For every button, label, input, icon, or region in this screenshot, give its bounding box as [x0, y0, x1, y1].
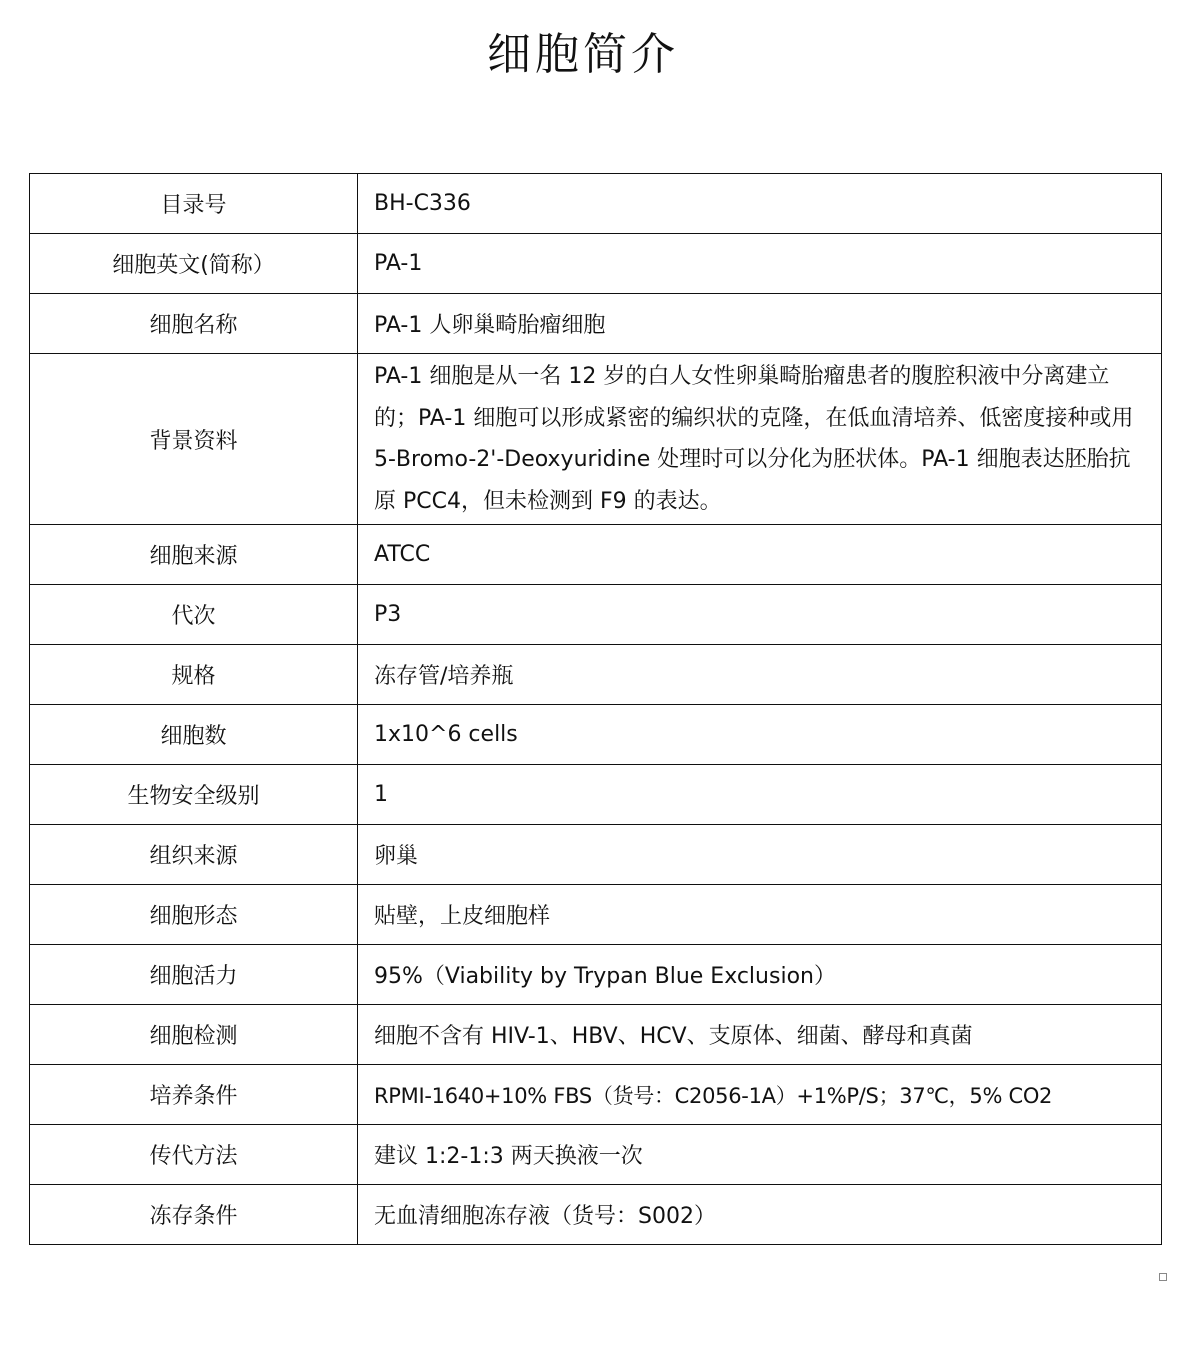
row-value: ATCC: [358, 525, 1162, 585]
row-label: 规格: [30, 645, 358, 705]
page-title: 细胞简介: [487, 29, 679, 80]
row-label: 细胞形态: [30, 885, 358, 945]
table-row-cryopreservation: [30, 1185, 1162, 1245]
row-value: 1x10^6 cells: [358, 705, 1162, 765]
table-row-specification: [30, 645, 1162, 705]
row-label: 培养条件: [30, 1065, 358, 1125]
row-value: PA-1 人卵巢畸胎瘤细胞: [358, 294, 1162, 354]
table-row-subculture: [30, 1125, 1162, 1185]
table-row-catalog-number: [30, 174, 1162, 234]
table-row-passage: [30, 585, 1162, 645]
row-label: 生物安全级别: [30, 765, 358, 825]
row-value: PA-1: [358, 234, 1162, 294]
row-label: 代次: [30, 585, 358, 645]
table-row-cell-count: [30, 705, 1162, 765]
table-resize-handle[interactable]: [1159, 1273, 1167, 1281]
row-value: 细胞不含有 HIV-1、HBV、HCV、支原体、细菌、酵母和真菌: [358, 1005, 1162, 1065]
table-row-source: [30, 525, 1162, 585]
row-label: 传代方法: [30, 1125, 358, 1185]
table-row-background: [30, 354, 1162, 525]
row-value: 卵巢: [358, 825, 1162, 885]
row-value: 冻存管/培养瓶: [358, 645, 1162, 705]
row-label: 细胞检测: [30, 1005, 358, 1065]
table-row-biosafety-level: [30, 765, 1162, 825]
cell-info-table: [29, 173, 1162, 1245]
row-value: PA-1 细胞是从一名 12 岁的白人女性卵巢畸胎瘤患者的腹腔积液中分离建立的；PA-1 细胞可以形成紧密的编织状的克隆，在低血清培养、低密度接种或用 5-Bromo-2'-Deoxyuridine 处理时可以分化为胚状体。PA-1 细胞表达胚胎抗原 PCC4，但未检测到 F9 的表达。: [358, 354, 1162, 525]
table-row-viability: [30, 945, 1162, 1005]
row-label: 背景资料: [30, 354, 358, 525]
row-label: 目录号: [30, 174, 358, 234]
table-row-testing: [30, 1005, 1162, 1065]
table-row-english-name: [30, 234, 1162, 294]
row-label: 细胞英文(简称）: [30, 234, 358, 294]
row-value: 建议 1:2-1:3 两天换液一次: [358, 1125, 1162, 1185]
row-value: 1: [358, 765, 1162, 825]
row-label: 细胞活力: [30, 945, 358, 1005]
table-row-cell-name: [30, 294, 1162, 354]
row-value: 95%（Viability by Trypan Blue Exclusion）: [358, 945, 1162, 1005]
row-label: 冻存条件: [30, 1185, 358, 1245]
row-value: P3: [358, 585, 1162, 645]
row-label: 组织来源: [30, 825, 358, 885]
row-value: BH-C336: [358, 174, 1162, 234]
row-label: 细胞名称: [30, 294, 358, 354]
row-value: 无血清细胞冻存液（货号：S002）: [358, 1185, 1162, 1245]
row-label: 细胞数: [30, 705, 358, 765]
row-value: 贴壁，上皮细胞样: [358, 885, 1162, 945]
table-row-tissue-source: [30, 825, 1162, 885]
table-row-culture-conditions: [30, 1065, 1162, 1125]
row-value: RPMI-1640+10% FBS（货号：C2056-1A）+1%P/S；37℃，5% CO2: [358, 1065, 1162, 1125]
row-label: 细胞来源: [30, 525, 358, 585]
table-row-morphology: [30, 885, 1162, 945]
